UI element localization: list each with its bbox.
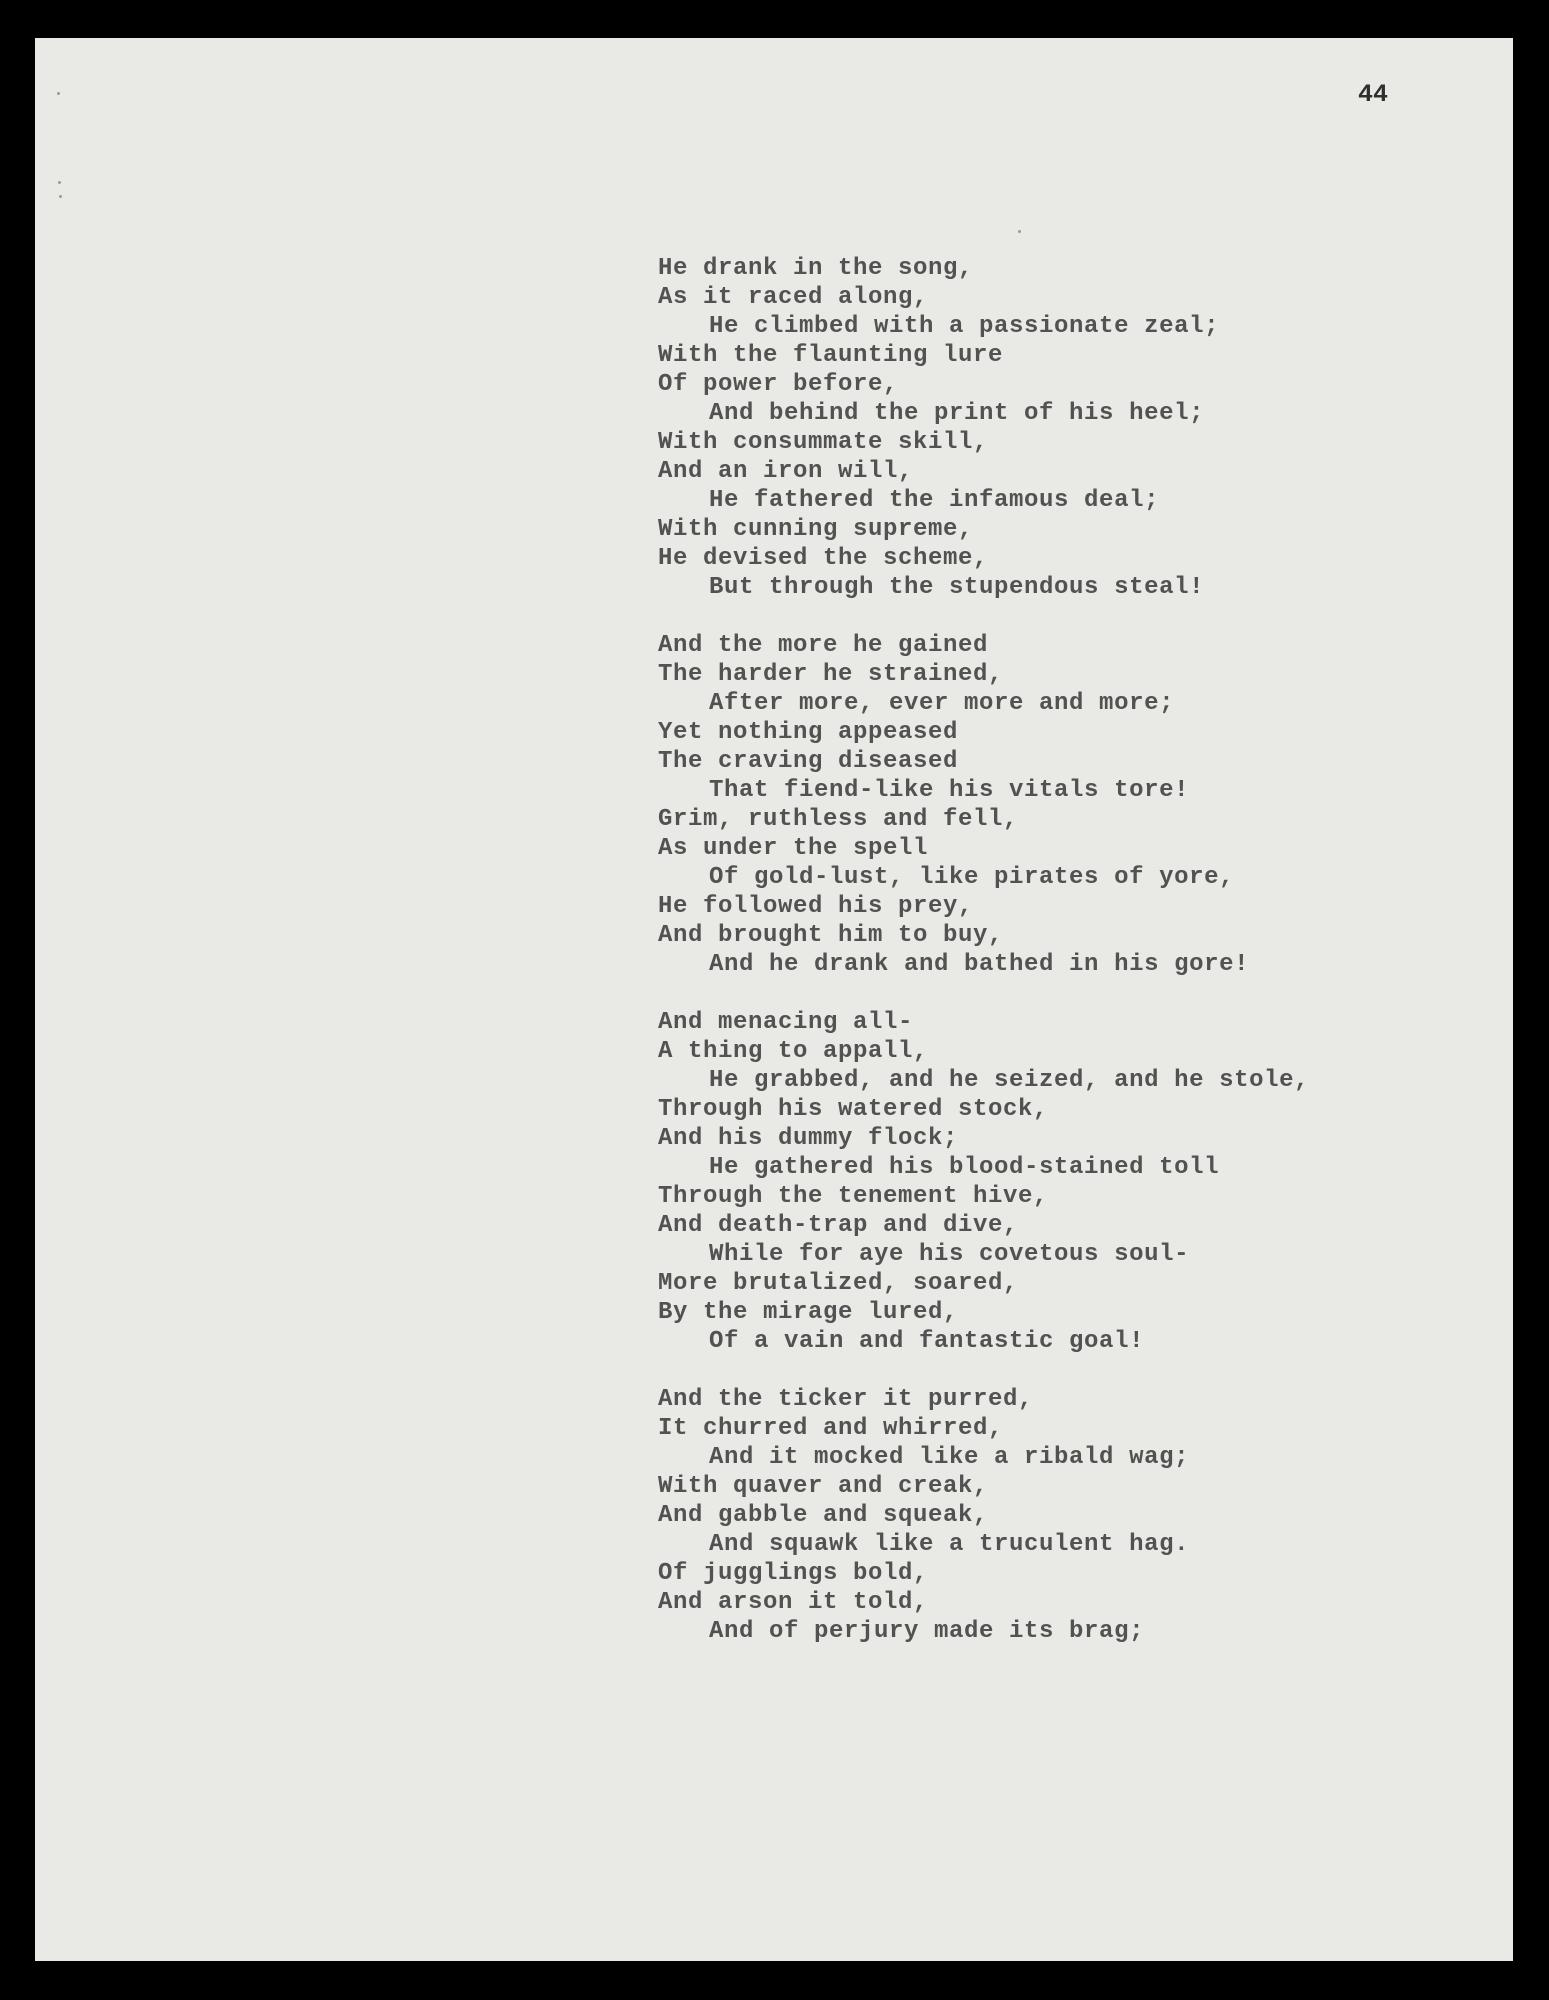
poem-line: Through his watered stock, xyxy=(658,1096,1049,1123)
poem-line: And squawk like a truculent hag. xyxy=(709,1531,1190,1558)
paper-speck xyxy=(58,181,61,184)
poem-line: He climbed with a passionate zeal; xyxy=(709,313,1220,340)
paper-speck xyxy=(57,92,60,95)
poem-line: And death-trap and dive, xyxy=(658,1212,1019,1239)
poem-line: Of power before, xyxy=(658,371,899,398)
poem-line: Of jugglings bold, xyxy=(658,1560,929,1587)
poem-line: He gathered his blood-stained toll xyxy=(709,1154,1220,1181)
poem-line: But through the stupendous steal! xyxy=(709,574,1205,601)
poem-line: That fiend-like his vitals tore! xyxy=(709,777,1190,804)
poem-line: The craving diseased xyxy=(658,748,959,775)
poem-line: As it raced along, xyxy=(658,284,929,311)
poem-line: After more, ever more and more; xyxy=(709,690,1175,717)
poem-line: And of perjury made its brag; xyxy=(709,1618,1145,1645)
poem-line: And he drank and bathed in his gore! xyxy=(709,951,1250,978)
typewritten-page xyxy=(35,38,1513,1961)
poem-body xyxy=(658,254,1458,1675)
stanza xyxy=(658,254,1458,602)
poem-line: And his dummy flock; xyxy=(658,1125,959,1152)
stanza xyxy=(658,1385,1458,1646)
poem-line: And brought him to buy, xyxy=(658,922,1004,949)
poem-line: Grim, ruthless and fell, xyxy=(658,806,1019,833)
poem-line: And gabble and squeak, xyxy=(658,1502,989,1529)
poem-line: Yet nothing appeased xyxy=(658,719,959,746)
poem-line: With the flaunting lure xyxy=(658,342,1004,369)
poem-line: With quaver and creak, xyxy=(658,1473,989,1500)
poem-line: By the mirage lured, xyxy=(658,1299,959,1326)
poem-line: He drank in the song, xyxy=(658,255,974,282)
paper-speck xyxy=(1018,230,1021,233)
poem-line: Of gold-lust, like pirates of yore, xyxy=(709,864,1235,891)
poem-line: And arson it told, xyxy=(658,1589,929,1616)
poem-line: And it mocked like a ribald wag; xyxy=(709,1444,1190,1471)
poem-line: A thing to appall, xyxy=(658,1038,929,1065)
poem-line: And an iron will, xyxy=(658,458,914,485)
poem-line: With consummate skill, xyxy=(658,429,989,456)
poem-line: He grabbed, and he seized, and he stole, xyxy=(709,1067,1310,1094)
poem-line: Of a vain and fantastic goal! xyxy=(709,1328,1145,1355)
stanza xyxy=(658,1008,1458,1356)
poem-line: More brutalized, soared, xyxy=(658,1270,1019,1297)
poem-line: The harder he strained, xyxy=(658,661,1004,688)
poem-line: Through the tenement hive, xyxy=(658,1183,1049,1210)
poem-line: While for aye his covetous soul- xyxy=(709,1241,1190,1268)
poem-line: He devised the scheme, xyxy=(658,545,989,572)
poem-line: As under the spell xyxy=(658,835,929,862)
stanza xyxy=(658,631,1458,979)
poem-line: He followed his prey, xyxy=(658,893,974,920)
poem-line: It churred and whirred, xyxy=(658,1415,1004,1442)
poem-line: And the ticker it purred, xyxy=(658,1386,1034,1413)
page-number: 44 xyxy=(1358,80,1389,109)
poem-line: And menacing all- xyxy=(658,1009,914,1036)
paper-speck xyxy=(59,195,62,198)
poem-line: He fathered the infamous deal; xyxy=(709,487,1160,514)
poem-line: With cunning supreme, xyxy=(658,516,974,543)
poem-line: And behind the print of his heel; xyxy=(709,400,1205,427)
poem-line: And the more he gained xyxy=(658,632,989,659)
